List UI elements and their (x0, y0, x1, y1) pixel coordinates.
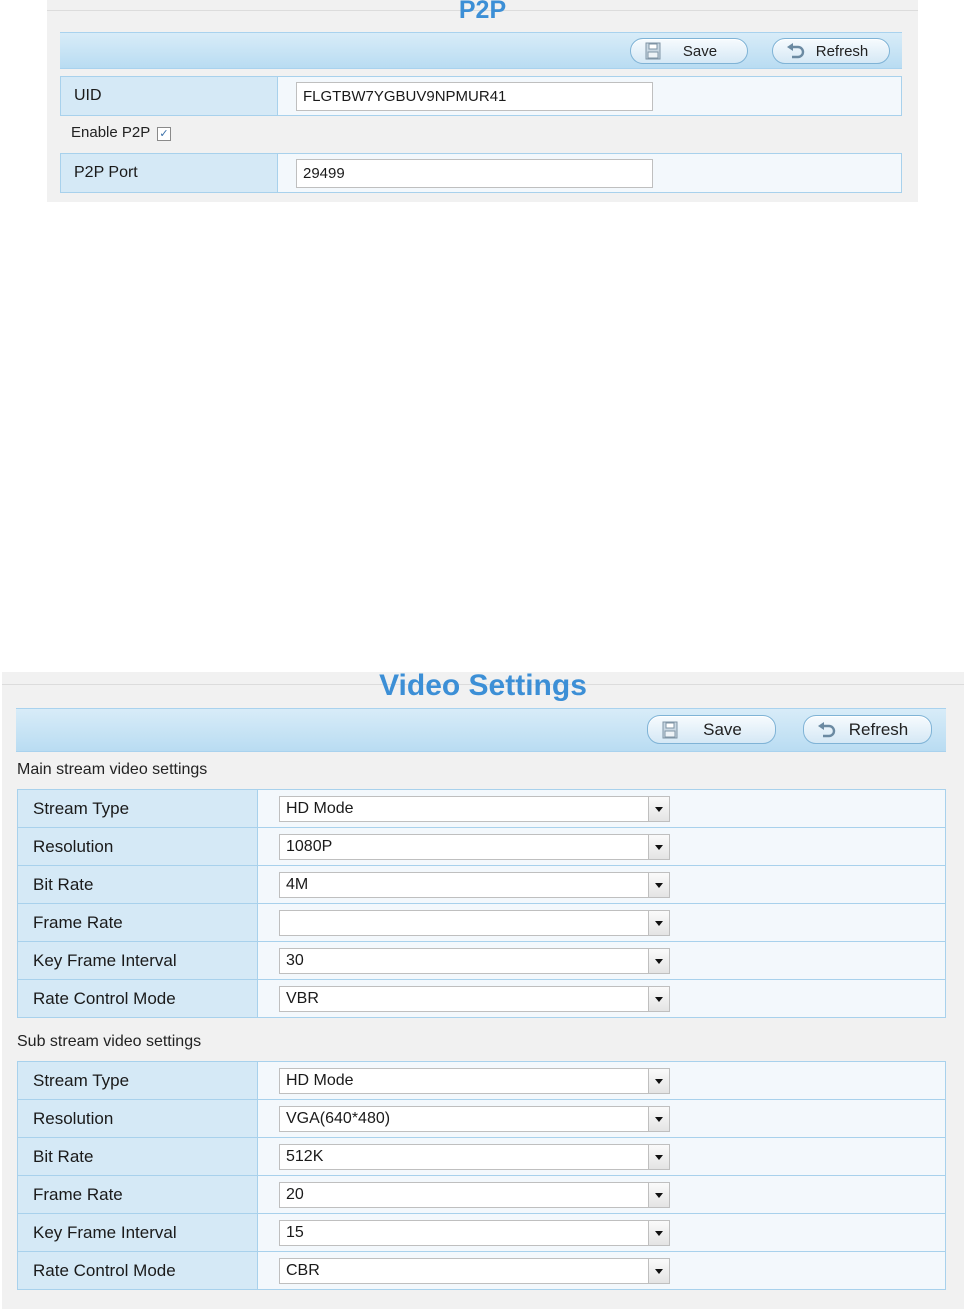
triangle-down-icon[interactable] (648, 835, 669, 859)
triangle-down-icon[interactable] (648, 1145, 669, 1169)
triangle-down-icon[interactable] (648, 1107, 669, 1131)
main-stream-frame-rate-select[interactable] (279, 910, 670, 936)
selected-value: 1080P (286, 838, 333, 855)
refresh-label: Refresh (848, 719, 909, 739)
triangle-down-icon[interactable] (648, 1221, 669, 1245)
uid-row (60, 76, 902, 116)
selected-value: HD Mode (286, 1072, 354, 1089)
main-stream-stream-type-select[interactable] (279, 796, 670, 822)
triangle-down-icon[interactable] (648, 949, 669, 973)
triangle-down-icon[interactable] (648, 797, 669, 821)
triangle-down-icon[interactable] (648, 911, 669, 935)
main-stream-key-frame-interval-label: Key Frame Interval (18, 942, 258, 979)
video-settings-panel (2, 669, 964, 1309)
main-stream-rate-control-mode-select[interactable] (279, 986, 670, 1012)
selected-value: CBR (286, 1262, 320, 1279)
sub-stream-frame-rate-label: Frame Rate (18, 1176, 258, 1213)
sub-stream-frame-rate-row (17, 1175, 946, 1214)
main-stream-rate-control-mode-row (17, 979, 946, 1018)
sub-stream-resolution-row (17, 1099, 946, 1138)
sub-stream-stream-type-row (17, 1061, 946, 1100)
sub-stream-frame-rate-select[interactable] (279, 1182, 670, 1208)
main-stream-stream-type-label: Stream Type (18, 790, 258, 827)
sub-stream-stream-type-label: Stream Type (18, 1062, 258, 1099)
sub-stream-rate-control-mode-label: Rate Control Mode (18, 1252, 258, 1289)
p2p-save-button[interactable] (630, 38, 748, 64)
triangle-down-icon[interactable] (648, 1069, 669, 1093)
p2p-port-input[interactable]: 29499 (296, 159, 653, 188)
triangle-down-icon[interactable] (648, 987, 669, 1011)
p2p-port-row (60, 153, 902, 193)
selected-value: HD Mode (286, 800, 354, 817)
selected-value: 512K (286, 1148, 324, 1165)
main-stream-bit-rate-row (17, 865, 946, 904)
refresh-label: Refresh (815, 42, 869, 60)
checkmark-icon: ✓ (159, 128, 169, 140)
selected-value: 15 (286, 1224, 304, 1241)
p2p-panel (47, 0, 918, 202)
sub-stream-resolution-label: Resolution (18, 1100, 258, 1137)
p2p-title: P2P (458, 0, 507, 24)
p2p-refresh-button[interactable] (772, 38, 890, 64)
main-stream-resolution-select[interactable] (279, 834, 670, 860)
video-settings-title: Video Settings (379, 669, 587, 702)
save-label: Save (703, 719, 742, 739)
main-stream-frame-rate-label: Frame Rate (18, 904, 258, 941)
uid-label: UID (61, 77, 278, 115)
uid-input[interactable]: FLGTBW7YGBUV9NPMUR41 (296, 82, 653, 111)
sub-stream-rate-control-mode-row (17, 1251, 946, 1290)
sub-stream-bit-rate-select[interactable] (279, 1144, 670, 1170)
sub-stream-key-frame-interval-row (17, 1213, 946, 1252)
main-stream-bit-rate-select[interactable] (279, 872, 670, 898)
selected-value: 20 (286, 1186, 304, 1203)
triangle-down-icon[interactable] (648, 1259, 669, 1283)
sub-stream-rate-control-mode-select[interactable] (279, 1258, 670, 1284)
selected-value: 30 (286, 952, 304, 969)
main-stream-resolution-row (17, 827, 946, 866)
main-stream-bit-rate-label: Bit Rate (18, 866, 258, 903)
sub-stream-bit-rate-label: Bit Rate (18, 1138, 258, 1175)
selected-value: 4M (286, 876, 309, 893)
selected-value: VBR (286, 990, 319, 1007)
save-label: Save (682, 42, 718, 60)
sub-stream-key-frame-interval-label: Key Frame Interval (18, 1214, 258, 1251)
sub-stream-key-frame-interval-select[interactable] (279, 1220, 670, 1246)
sub-stream-bit-rate-row (17, 1137, 946, 1176)
main-stream-key-frame-interval-row (17, 941, 946, 980)
p2p-port-label: P2P Port (61, 154, 278, 192)
main-stream-heading: Main stream video settings (17, 761, 208, 778)
floppy-disk-icon (643, 42, 663, 60)
selected-value: VGA(640*480) (286, 1110, 391, 1127)
enable-p2p-label: Enable P2P (71, 124, 151, 141)
main-stream-rate-control-mode-label: Rate Control Mode (18, 980, 258, 1017)
sub-stream-stream-type-select[interactable] (279, 1068, 670, 1094)
undo-arrow-icon (785, 42, 805, 60)
main-stream-resolution-label: Resolution (18, 828, 258, 865)
triangle-down-icon[interactable] (648, 1183, 669, 1207)
main-stream-frame-rate-row (17, 903, 946, 942)
sub-stream-heading: Sub stream video settings (17, 1033, 202, 1050)
floppy-disk-icon (660, 721, 680, 739)
triangle-down-icon[interactable] (648, 873, 669, 897)
p2p-toolbar (60, 32, 902, 69)
video-save-button[interactable] (647, 715, 776, 744)
video-refresh-button[interactable] (803, 715, 932, 744)
video-toolbar (16, 708, 946, 752)
undo-arrow-icon (816, 721, 836, 739)
main-stream-key-frame-interval-select[interactable] (279, 948, 670, 974)
main-stream-stream-type-row (17, 789, 946, 828)
enable-p2p-checkbox[interactable] (157, 127, 171, 141)
sub-stream-resolution-select[interactable] (279, 1106, 670, 1132)
